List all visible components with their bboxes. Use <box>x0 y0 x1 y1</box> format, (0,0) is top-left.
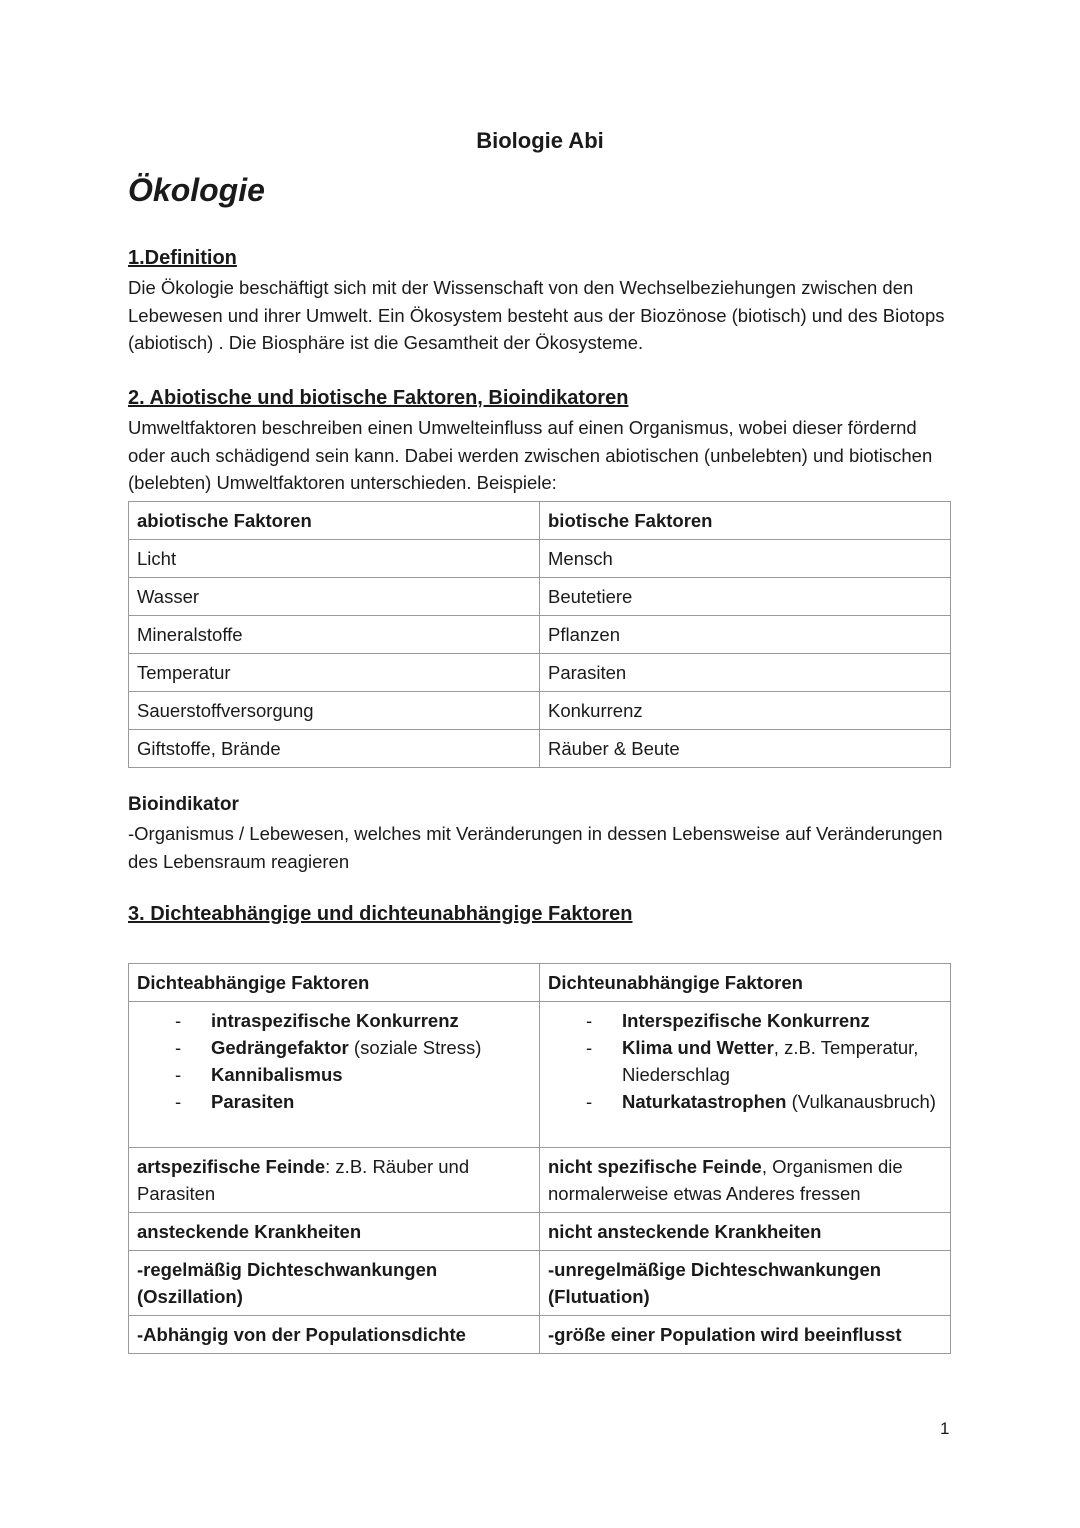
table-cell: Mensch <box>540 540 951 578</box>
table-cell: Beutetiere <box>540 578 951 616</box>
list-item: - intraspezifische Konkurrenz <box>175 1007 531 1034</box>
header-cell: abiotische Faktoren <box>129 502 540 540</box>
header-cell: biotische Faktoren <box>540 502 951 540</box>
density-factors-table <box>128 963 951 1354</box>
independent-factors-list <box>548 1007 942 1115</box>
table-row <box>129 1251 951 1316</box>
factors-table <box>128 501 951 768</box>
section-1-text: Die Ökologie beschäftigt sich mit der Wissenschaft von den Wechselbeziehungen zwischen den Lebewesen und ihrer Umwelt. Ein Ökosystem besteht aus der Biozönose (biotisch) und des Biotops (abiotisch) . Die Biosphäre ist die Gesamtheit der Ökosysteme. <box>128 277 945 353</box>
table-cell: Temperatur <box>129 654 540 692</box>
table-row <box>129 1316 951 1354</box>
table-row <box>129 654 951 692</box>
list-item: - Klima und Wetter, z.B. Temperatur, Niederschlag <box>586 1034 942 1088</box>
table-row <box>129 540 951 578</box>
document-title: Biologie Abi <box>476 128 604 153</box>
section-3-heading: 3. Dichteabhängige und dichteunabhängige Faktoren <box>128 903 633 925</box>
bioindikator-text: -Organismus / Lebewesen, welches mit Veränderungen in dessen Lebensweise auf Veränderungen des Lebensraum reagieren <box>128 823 943 872</box>
table-cell <box>540 1002 951 1148</box>
table-cell <box>129 1002 540 1148</box>
table-cell: -Abhängig von der Populationsdichte <box>129 1316 540 1354</box>
table-cell: Sauerstoffversorgung <box>129 692 540 730</box>
table-cell: Pflanzen <box>540 616 951 654</box>
list-item: - Gedrängefaktor (soziale Stress) <box>175 1034 531 1061</box>
table-row <box>129 692 951 730</box>
list-item: - Interspezifische Konkurrenz <box>586 1007 942 1034</box>
table-row <box>129 1213 951 1251</box>
page-number: 1 <box>940 1419 950 1438</box>
dependent-factors-list <box>137 1007 531 1115</box>
table-header-row <box>129 964 951 1002</box>
table-cell: Parasiten <box>540 654 951 692</box>
list-item: - Kannibalismus <box>175 1061 531 1088</box>
header-cell: Dichteunabhängige Faktoren <box>540 964 951 1002</box>
table-row <box>129 730 951 768</box>
table-row <box>129 616 951 654</box>
list-item: - Naturkatastrophen (Vulkanausbruch) <box>586 1088 942 1115</box>
table-cell: Wasser <box>129 578 540 616</box>
table-cell: -größe einer Population wird beeinflusst <box>540 1316 951 1354</box>
table-cell: ansteckende Krankheiten <box>129 1213 540 1251</box>
section-2-heading: 2. Abiotische und biotische Faktoren, Bioindikatoren <box>128 387 629 409</box>
table-row <box>129 1002 951 1148</box>
header-cell: Dichteabhängige Faktoren <box>129 964 540 1002</box>
section-1-heading: 1.Definition <box>128 247 237 269</box>
table-cell: Räuber & Beute <box>540 730 951 768</box>
table-cell: nicht ansteckende Krankheiten <box>540 1213 951 1251</box>
table-cell: Mineralstoffe <box>129 616 540 654</box>
section-2-text: Umweltfaktoren beschreiben einen Umwelteinfluss auf einen Organismus, wobei dieser fördernd oder auch schädigend sein kann. Dabei werden zwischen abiotischen (unbelebten) und biotischen (belebten) Umweltfaktoren unterschieden. Beispiele: <box>128 417 933 493</box>
table-cell: nicht spezifische Feinde, Organismen die normalerweise etwas Anderes fressen <box>540 1148 951 1213</box>
table-header-row <box>129 502 951 540</box>
table-cell: Giftstoffe, Brände <box>129 730 540 768</box>
list-item: - Parasiten <box>175 1088 531 1115</box>
table-cell: artspezifische Feinde: z.B. Räuber und Parasiten <box>129 1148 540 1213</box>
table-cell: Konkurrenz <box>540 692 951 730</box>
table-cell: -unregelmäßige Dichteschwankungen (Flutuation) <box>540 1251 951 1316</box>
table-cell: Licht <box>129 540 540 578</box>
table-row <box>129 578 951 616</box>
bioindikator-heading: Bioindikator <box>128 794 239 815</box>
table-cell: -regelmäßig Dichteschwankungen (Oszillation) <box>129 1251 540 1316</box>
chapter-title: Ökologie <box>128 172 265 208</box>
table-row <box>129 1148 951 1213</box>
